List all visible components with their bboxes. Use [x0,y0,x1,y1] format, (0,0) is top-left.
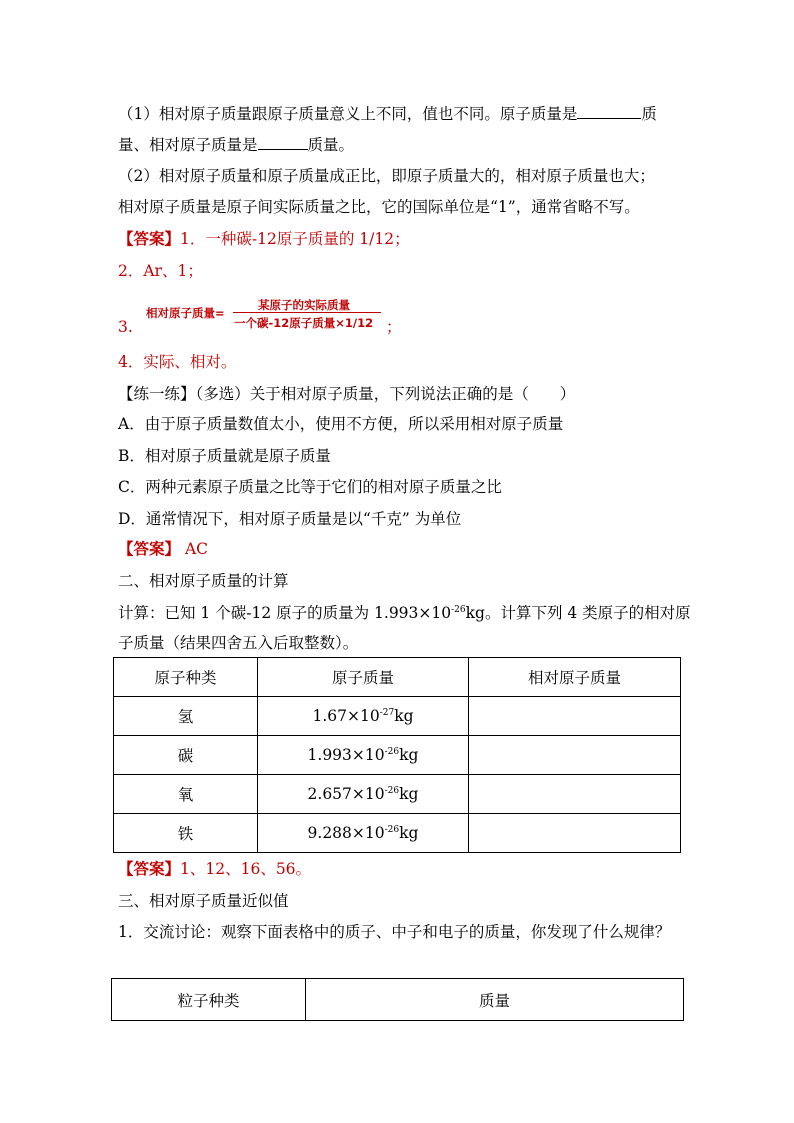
table-header: 质量 [306,979,684,1021]
para1-text-a: （1）相对原子质量跟原子质量意义上不同，值也不同。原子质量是 [118,105,578,123]
atom-name: 氢 [114,697,258,736]
answer-tag: 【答案】 [118,229,181,248]
formula-lhs: 相对原子质量= [146,306,225,320]
relative-mass-cell [469,736,681,775]
table-header: 原子种类 [114,658,258,697]
relative-mass-cell [469,775,681,814]
answer-tag: 【答案】 [118,859,181,878]
relative-mass-cell [469,697,681,736]
para1-text-b: 质 [641,105,657,123]
section2-calc-line2: 子质量（结果四舍五入后取整数）。 [118,634,359,652]
practice-option-b: B．相对原子质量就是原子质量 [118,447,331,465]
formula-fraction-bar [233,312,381,313]
para2-line2: 相对原子质量是原子间实际质量之比，它的国际单位是“1”，通常省略不写。 [118,198,640,216]
answer1-item2: 2．Ar、1； [118,262,203,280]
section3-heading: 三、相对原子质量近似值 [118,892,289,910]
section2-answer [118,859,311,879]
fill-blank-2 [258,134,308,150]
practice-option-d: D．通常情况下，相对原子质量是以“千克” 为单位 [118,510,462,528]
answer1-item4: 4．实际、相对。 [118,353,237,371]
calc-text-a: 计算：已知 1 个碳-12 原子的质量为 1.993×10 [118,604,452,622]
para1-line1 [118,103,657,124]
particle-mass-table [111,978,684,1021]
section2-heading: 二、相对原子质量的计算 [118,572,289,590]
table-row [114,814,681,853]
calc-text-b: kg。计算下列 4 类原子的相对原 [465,604,691,622]
table-row [114,736,681,775]
para1-text-c: 量、相对原子质量是 [118,136,258,154]
relative-mass-cell [469,814,681,853]
atom-name: 铁 [114,814,258,853]
answer1-item3-number: 3. [118,318,133,336]
practice-option-a: A．由于原子质量数值太小，使用不方便，所以采用相对原子质量 [118,415,564,433]
para1-line2 [118,134,354,155]
practice-question: 【练一练】（多选）关于相对原子质量，下列说法正确的是（ ） [118,385,576,403]
formula-denominator: 一个碳-12原子质量×1/12 [234,316,374,330]
table-row [114,775,681,814]
table-header-row [114,658,681,697]
answer1-line1 [118,229,410,249]
practice-option-c: C．两种元素原子质量之比等于它们的相对原子质量之比 [118,478,502,496]
practice-answer [118,539,208,559]
formula-numerator: 某原子的实际质量 [258,298,350,312]
section2-calc-line1 [118,603,691,623]
practice-answer-value: AC [184,540,209,558]
atom-name: 氧 [114,775,258,814]
para1-text-d: 质量。 [307,136,355,154]
atom-mass: $9.288\times 10^{-26}kg$ [258,814,469,853]
table-row [114,697,681,736]
section2-answer-value: 1、12、16、56。 [180,860,312,878]
table-header: 相对原子质量 [469,658,681,697]
atom-mass: $1.993\times 10^{-26}kg$ [258,736,469,775]
atom-mass: $2.657\times 10^{-26}kg$ [258,775,469,814]
answer1-item1: 1．一种碳-12原子质量的 1/12； [180,230,410,248]
para2-line1: （2）相对原子质量和原子质量成正比，即原子质量大的，相对原子质量也大； [118,167,655,185]
table-header: 原子质量 [258,658,469,697]
answer1-item3-end: ； [386,318,402,336]
table-header-row [112,979,684,1021]
atom-name: 碳 [114,736,258,775]
table-header: 粒子种类 [112,979,306,1021]
atom-mass: $1.67\times 10^{-27}kg$ [258,697,469,736]
calc-exponent: -26 [451,604,466,615]
atomic-mass-table [113,657,681,853]
fill-blank-1 [577,103,641,119]
answer-tag: 【答案】 [118,539,181,558]
section3-item1: 1．交流讨论：观察下面表格中的质子、中子和电子的质量，你发现了什么规律？ [118,923,671,941]
